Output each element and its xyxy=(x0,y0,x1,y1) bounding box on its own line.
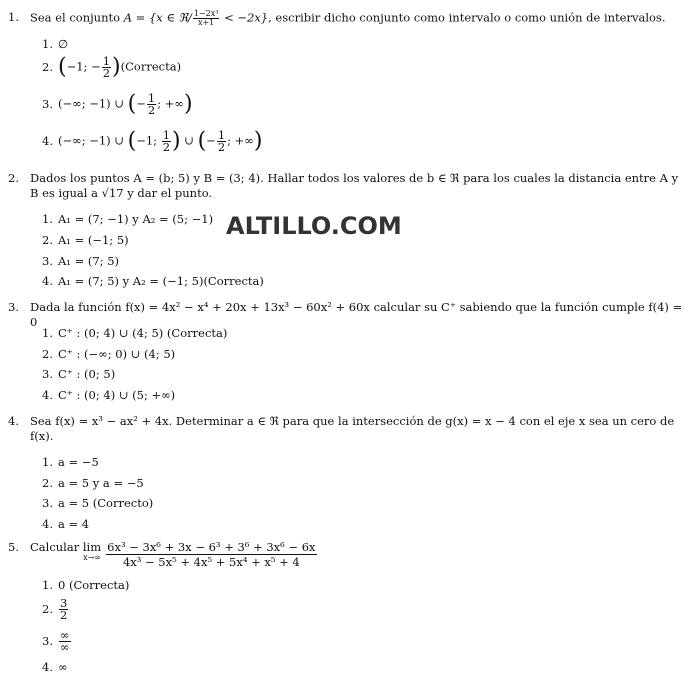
q4-option-1: 1. a = −5 xyxy=(42,455,99,469)
q1-option-2: 2. (−1; − $\frac{1}{2}$ )(Correcta) xyxy=(42,54,182,80)
fraction: $\frac{1}{2}$ xyxy=(102,54,111,80)
question-number: 1. xyxy=(8,10,19,24)
fraction: $\frac{1}{2}$ xyxy=(162,128,171,154)
watermark: ALTILLO.COM xyxy=(226,212,402,240)
question-3: 3. Dada la función f(x) = 4x² − x⁴ + 20x + 13x³ − 60x² + 60x calcular su C⁺ sabiendo que la función cumple f(4) = 0 xyxy=(8,300,683,329)
q5-option-3: 3. $\frac{\infty}{\infty}$ xyxy=(42,628,70,654)
q3-option-3: 3. C⁺ : (0; 5) xyxy=(42,367,116,381)
q4-option-3: 3. a = 5 (Correcto) xyxy=(42,496,154,510)
question-2: 2. Dados los puntos A = (b; 5) y B = (3; 4). Hallar todos los valores de b ∈ ℜ para los cuales la distancia entre A y B es igual a √17 y dar el punto. xyxy=(8,171,679,200)
q2-option-4: 4. A₁ = (7; 5) y A₂ = (−1; 5)(Correcta) xyxy=(42,274,264,288)
limit-operator: lim x→∞ xyxy=(82,540,102,562)
q2-option-2: 2. A₁ = (−1; 5) xyxy=(42,233,129,247)
q2-option-1: 1. A₁ = (7; −1) y A₂ = (5; −1) xyxy=(42,212,214,226)
q3-option-4: 4. C⁺ : (0; 4) ∪ (5; +∞) xyxy=(42,388,176,402)
q5-option-2: 2. $\frac{3}{2}$ xyxy=(42,596,68,622)
q5-option-1: 1. 0 (Correcta) xyxy=(42,578,130,592)
q3-option-2: 2. C⁺ : (−∞; 0) ∪ (4; 5) xyxy=(42,347,176,361)
fraction: $\frac{\text{1−2x³}}{x+1}$ xyxy=(193,9,219,27)
q1-option-1: 1. ∅ xyxy=(42,37,69,51)
q5-option-4: 4. ∞ xyxy=(42,660,68,674)
q3-option-1: 1. C⁺ : (0; 4) ∪ (4; 5) (Correcta) xyxy=(42,326,228,340)
q1-option-3: 3. (−∞; −1) ∪ (− $\frac{1}{2}$ ; +∞) xyxy=(42,91,193,117)
fraction: $\frac{1}{2}$ xyxy=(147,91,156,117)
q1-option-4: 4. (−∞; −1) ∪ (−1; $\frac{1}{2}$ ) ∪ (− $\frac{1}{2}$ ; +∞) xyxy=(42,128,263,154)
question-1 xyxy=(8,10,686,27)
fraction: $\frac{3}{2}$ xyxy=(60,596,68,622)
q4-option-4: 4. a = 4 xyxy=(42,517,90,531)
fraction: $\frac{1}{2}$ xyxy=(217,128,226,154)
question-5: 5. Calcular lim x→∞ $\frac{\text{6x³ − 3x⁶ + 3x − 6³ + 3⁶ + 3x⁶ − 6x}}{\text{4x³ − 5x⁵ + 4x⁵ + 5x⁴ + x⁵ + 4}}$ xyxy=(8,540,316,569)
limit-fraction: $\frac{\text{6x³ − 3x⁶ + 3x − 6³ + 3⁶ + 3x⁶ − 6x}}{\text{4x³ − 5x⁵ + 4x⁵ + 5x⁴ + x⁵ + 4}}$ xyxy=(107,540,316,569)
question-4: 4. Sea f(x) = x³ − ax² + 4x. Determinar a ∈ ℜ para que la intersección de g(x) = x − 4 con el eje x sea un cero de f(x). xyxy=(8,414,675,443)
q2-option-3: 3. A₁ = (7; 5) xyxy=(42,254,119,268)
q4-option-2: 2. a = 5 y a = −5 xyxy=(42,476,144,490)
fraction: $\frac{\infty}{\infty}$ xyxy=(60,628,70,654)
question-text: Sea el conjunto A = {x ∈ ℜ/ $\frac{\text{1−2x³}}{x+1}$ < −2x}, escribir dicho conjunto como intervalo o como unión de intervalos. xyxy=(30,9,666,27)
